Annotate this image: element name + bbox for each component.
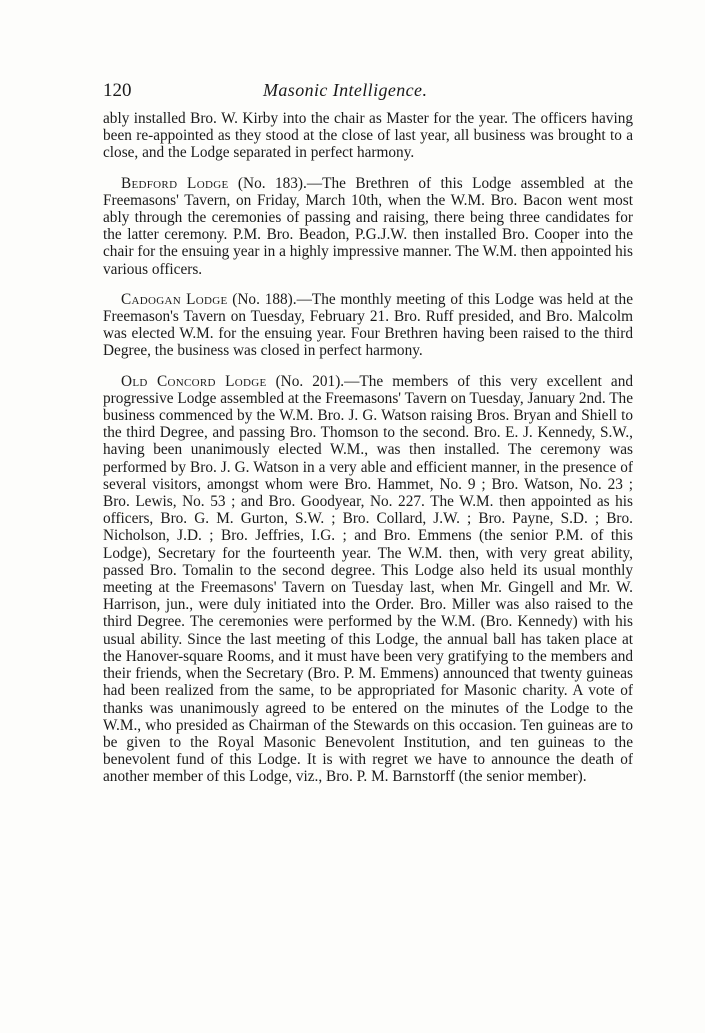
page-header bbox=[103, 80, 633, 102]
paragraph-text: ably installed Bro. W. Kirby into the chair as Master for the year. The officers having been re-appointed as they stood at the close of last year, all business was brought to a close, and the Lodge separated in perfect harmony. bbox=[103, 110, 633, 162]
page-number: 120 bbox=[103, 80, 132, 101]
paragraph-text: (No. 183).—The Brethren of this Lodge assembled at the Freemasons' Tavern, on Friday, March 10th, when the W.M. Bro. Bacon went most ably through the ceremonies of passing and raising, there being three candidates for the latter ceremony. P.M. Bro. Beadon, P.G.J.W. then installed Bro. Cooper into the chair for the ensuing year in a highly impressive manner. The W.M. then appointed his various officers. bbox=[103, 174, 633, 278]
lodge-name: Cadogan Lodge bbox=[121, 290, 228, 308]
paragraph-old-concord-lodge bbox=[103, 373, 633, 786]
lodge-name: Bedford Lodge bbox=[121, 174, 229, 192]
running-title: Masonic Intelligence. bbox=[263, 80, 428, 100]
paragraph-text: (No. 188).—The monthly meeting of this Lodge was held at the Freemason's Tavern on Tuesday, February 21. Bro. Ruff presided, and Bro. Malcolm was elected W.M. for the ensuing year. Four Brethren having been raised to the third Degree, the business was closed in perfect harmony. bbox=[103, 290, 633, 360]
paragraph-continued bbox=[103, 110, 633, 162]
paragraph-bedford-lodge bbox=[103, 175, 633, 278]
paragraph-cadogan-lodge bbox=[103, 291, 633, 360]
lodge-name: Old Concord Lodge bbox=[121, 372, 267, 390]
paragraph-text: (No. 201).—The members of this very excellent and progressive Lodge assembled at the Freemasons' Tavern on Tuesday, January 2nd. The business commenced by the W.M. Bro. J. G. Watson raising Bros. Bryan and Shiell to the third Degree, and passing Bro. Thomson to the second. Bro. E. J. Kennedy, S.W., having been unanimously elected W.M., was then installed. The ceremony was performed by Bro. J. G. Watson in a very able and efficient manner, in the presence of several visitors, amongst whom were Bro. Hammet, No. 9 ; Bro. Watson, No. 23 ; Bro. Lewis, No. 53 ; and Bro. Goodyear, No. 227. The W.M. then appointed as his officers, Bro. G. M. Gurton, S.W. ; Bro. Collard, J.W. ; Bro. Payne, S.D. ; Bro. Nicholson, J.D. ; Bro. Jeffries, I.G. ; and Bro. Emmens (the senior P.M. of this Lodge), Secretary for the fourteenth year. The W.M. then, with very great ability, passed Bro. Tomalin to the second degree. This Lodge also held its usual monthly meeting at the Freemasons' Tavern on Tuesday last, when Mr. Gingell and Mr. W. Harrison, jun., were duly initiated into the Order. Bro. Miller was also raised to the third Degree. The ceremonies were performed by the W.M. (Bro. Kennedy) with his usual ability. Since the last meeting of this Lodge, the annual ball has taken place at the Hanover-square Rooms, and it must have been very gratifying to the members and their friends, when the Secretary (Bro. P. M. Emmens) announced that twenty guineas had been realized from the same, to be appropriated for Masonic charity. A vote of thanks was unanimously agreed to be entered on the minutes of the Lodge to the W.M., who presided as Chairman of the Stewards on this occasion. Ten guineas are to be given to the Royal Masonic Benevolent Institution, and ten guineas to the benevolent fund of this Lodge. It is with regret we have to announce the death of another member of this Lodge, viz., Bro. P. M. Barnstorff (the senior member). bbox=[103, 372, 633, 786]
